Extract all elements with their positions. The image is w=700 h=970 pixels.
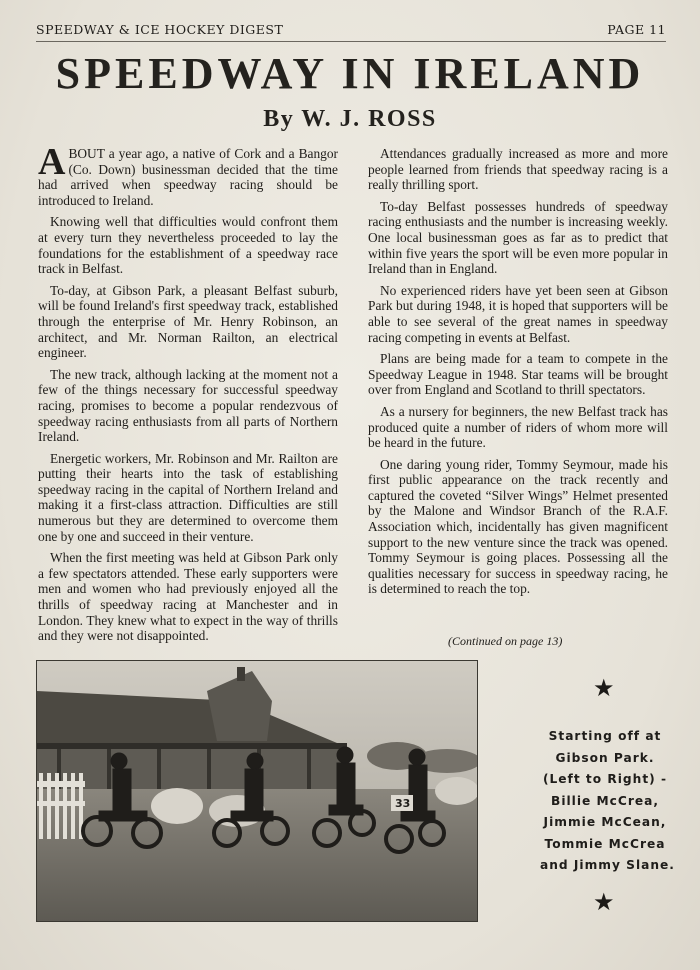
paragraph: To-day Belfast possesses hundreds of speedway racing enthusiasts and the number is increasing weekly. One local businessman goes as far as to predict that within five years the sport will be even more popular in Ireland than in England.	[368, 198, 668, 277]
left-column	[38, 141, 338, 650]
caption-line: (Left to Right) -	[542, 772, 668, 786]
caption-line: Billie McCrea,	[551, 793, 659, 808]
paragraph: Knowing well that difficulties would confront them at every turn they nevertheless proceeded to lay the foundations for the establishment of a speedway race track in Belfast.	[38, 214, 338, 277]
running-header	[36, 22, 666, 42]
paragraph: One daring young rider, Tommy Seymour, made his first public appearance on the track recently and captured the coveted “Silver Wings” Helmet presented by the Malone and Windsor Branch of the R.A.F. Association which, incidentally has given magnificent support to the new venture since the track was opened. Tommy Seymour is going places. Possessing all the qualities necessary for success in speedway racing, he is determined to reach the top.	[368, 456, 668, 597]
paragraph: No experienced riders have yet been seen at Gibson Park but during 1948, it is hoped that supporters will be able to see several of the great names in speedway racing competing in events at Belfast.	[368, 282, 668, 345]
paragraph: As a nursery for beginners, the new Belfast track has produced quite a number of riders of whom more will be heard in the future.	[368, 403, 668, 451]
caption-line: and Jimmy Slane.	[540, 858, 675, 872]
bike-number-label: 33	[395, 797, 411, 810]
right-column	[368, 146, 668, 603]
race-start-photo	[36, 660, 478, 922]
photo-illustration	[37, 661, 477, 921]
article-byline: By W. J. ROSS	[263, 106, 437, 132]
caption-line: Starting off at	[548, 729, 662, 743]
caption-line: Jimmie McCean,	[543, 815, 667, 829]
paragraph-text: BOUT a year ago, a native of Cork and a Bangor (Co. Down) businessman decided that the time had arrived when speedway racing should be introduced to Ireland.	[38, 146, 338, 208]
paragraph: Attendances gradually increased as more and more people learned from friends that speedway racing is a really thrilling sport.	[368, 146, 668, 193]
paragraph: The new track, although lacking at the moment not a few of the things necessary for successful speedway racing, promises to become a popular rendezvous of speedway racing enthusiasts from all parts of Northern Ireland.	[38, 366, 338, 445]
paragraph: Plans are being made for a team to compete in the Speedway League in 1948. Star teams will be brought over from England and Scotland to thrill spectators.	[368, 351, 668, 398]
paragraph: To-day, at Gibson Park, a pleasant Belfast suburb, will be found Ireland's first speedway track, established through the enterprise of Mr. Henry Robinson, an architect, and Mr. Norman Railton, an electrical engineer.	[38, 282, 338, 361]
continued-note: (Continued on page 13)	[448, 634, 563, 648]
star-ornament-top: ★	[593, 674, 615, 702]
paragraph	[38, 141, 338, 208]
drop-cap: A	[38, 141, 66, 183]
photo-caption	[540, 726, 675, 877]
article-title: SPEEDWAY IN IRELAND	[55, 49, 645, 98]
star-ornament-bottom: ★	[593, 888, 615, 916]
page-number: PAGE 11	[607, 22, 666, 37]
publication-name: SPEEDWAY & ICE HOCKEY DIGEST	[36, 22, 284, 37]
paragraph: When the first meeting was held at Gibson Park only a few spectators attended. These early supporters were men and women who had previously enjoyed all the thrills of speedway racing at Manchester and in London. They knew what to expect in the way of thrills and they were not disappointed.	[38, 550, 338, 644]
caption-line: Gibson Park.	[555, 750, 655, 765]
caption-line: Tommie McCrea	[544, 836, 666, 851]
paragraph: Energetic workers, Mr. Robinson and Mr. Railton are putting their hearts into the task of establishing speedway racing in the capital of Northern Ireland and making it a first-class attraction. Difficulties are still numerous but they are determined to overcome them one by one and succeed in their venture.	[38, 450, 338, 544]
